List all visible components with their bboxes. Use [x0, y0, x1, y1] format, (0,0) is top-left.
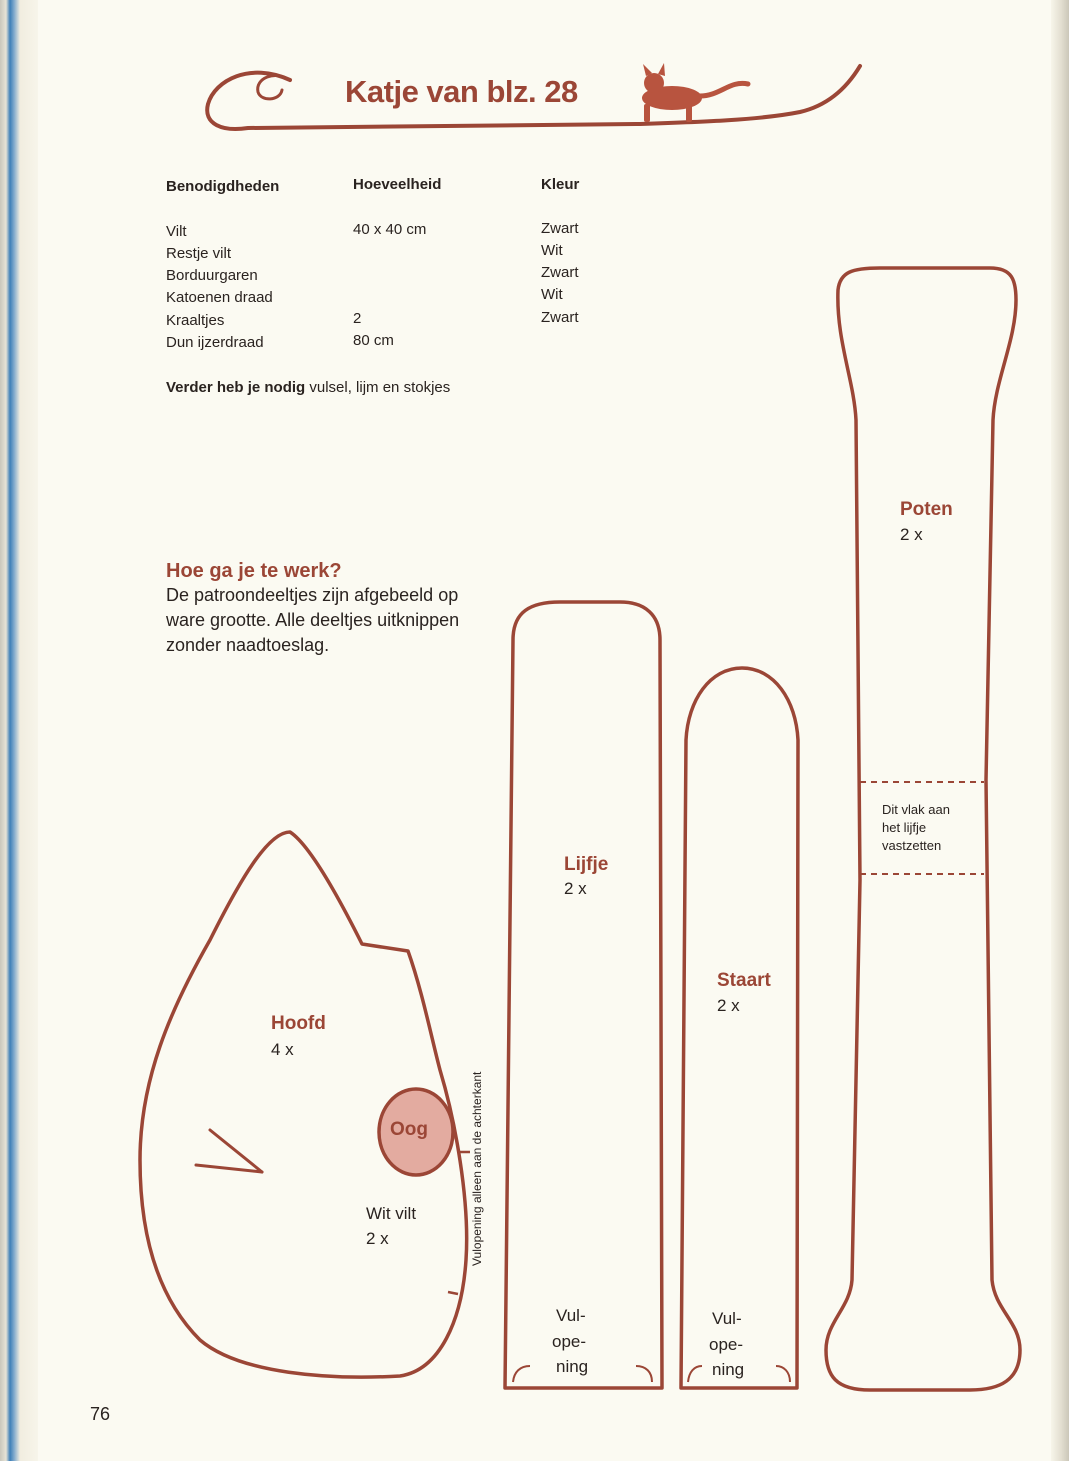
cat-icon — [642, 63, 748, 122]
staart-count: 2 x — [717, 996, 740, 1015]
table-header-item: Benodigdheden — [166, 178, 280, 195]
poten-count: 2 x — [900, 525, 923, 544]
table-cell-item: Restje vilt — [166, 245, 232, 262]
extra-materials — [166, 379, 450, 396]
table-cell-amount: 80 cm — [353, 332, 394, 349]
table-cell-item: Borduurgaren — [166, 267, 258, 284]
poten-label: Poten — [900, 499, 953, 520]
table-cell-item: Katoenen draad — [166, 289, 273, 306]
hoofd-count: 4 x — [271, 1040, 294, 1059]
lijfje-count: 2 x — [564, 879, 587, 898]
oog-count: 2 x — [366, 1229, 389, 1248]
howto-text: De patroondeeltjes zijn afgebeeld op ware grootte. Alle deeltjes uitknippen zonder naadtoeslag. — [166, 585, 460, 655]
oog-label: Oog — [390, 1119, 428, 1140]
lijfje-vulopening-1: Vul- — [556, 1306, 586, 1325]
table-cell-amount: 2 — [353, 310, 362, 327]
hoofd-label: Hoofd — [271, 1013, 326, 1034]
lijfje-outline — [505, 602, 662, 1388]
page-number: 76 — [90, 1404, 111, 1424]
lijfje-vulopening-3: ning — [556, 1357, 589, 1376]
table-cell-item: Kraaltjes — [166, 312, 225, 329]
whisker-mark — [196, 1130, 262, 1172]
oog-material: Wit vilt — [366, 1204, 417, 1223]
staart-vulopening-1: Vul- — [712, 1309, 742, 1328]
table-cell-color: Zwart — [541, 309, 579, 326]
staart-outline — [681, 668, 798, 1388]
attach-note-3: vastzetten — [882, 838, 942, 853]
extra-materials-rest: vulsel, lijm en stokjes — [305, 379, 451, 396]
table-cell-color: Zwart — [541, 264, 579, 281]
extra-materials-bold: Verder heb je nodig — [166, 379, 306, 396]
lijfje-label: Lijfje — [564, 854, 609, 875]
table-header-amount: Hoeveelheid — [353, 176, 442, 193]
staart-label: Staart — [717, 970, 771, 991]
attach-note-2: het lijfje — [882, 820, 927, 835]
staart-vulopening-2: ope- — [709, 1335, 744, 1354]
table-cell-color: Zwart — [541, 220, 579, 237]
table-cell-amount: 40 x 40 cm — [353, 221, 427, 238]
attach-note-1: Dit vlak aan — [882, 802, 950, 817]
table-header-color: Kleur — [541, 176, 580, 193]
vulopening-side-note: Vulopening alleen aan de achterkant — [470, 1071, 484, 1266]
table-cell-item: Vilt — [166, 223, 187, 240]
page-title: Katje van blz. 28 — [345, 74, 578, 109]
table-cell-color: Wit — [541, 242, 563, 259]
lijfje-vulopening-2: ope- — [552, 1332, 587, 1351]
table-cell-color: Wit — [541, 286, 563, 303]
howto-title: Hoe ga je te werk? — [166, 560, 342, 582]
staart-vulopening-3: ning — [712, 1360, 745, 1379]
table-cell-item: Dun ijzerdraad — [166, 334, 264, 351]
